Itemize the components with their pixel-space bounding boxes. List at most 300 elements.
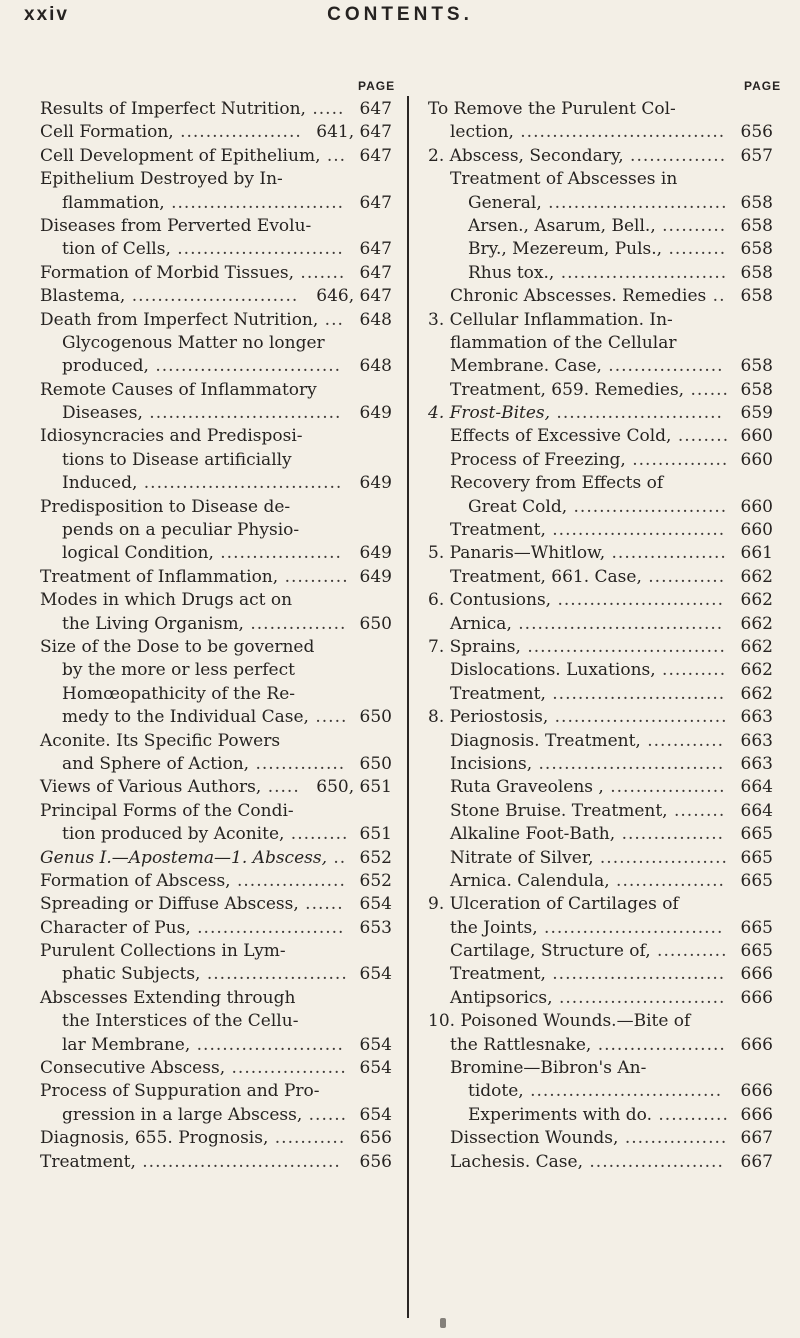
entry-text: Death from Imperfect Nutrition, — [40, 309, 319, 330]
leader-dots: ........... — [268, 1128, 346, 1149]
entry-text: Cartilage, Structure of, — [450, 941, 651, 962]
entry-text: 2. Abscess, Secondary, — [428, 145, 624, 166]
ink-speck — [440, 1318, 446, 1328]
entry-text: Process of Freezing, — [450, 449, 626, 470]
leader-dots: ..................... — [582, 1151, 724, 1172]
toc-entry-line — [428, 285, 773, 308]
running-header — [0, 4, 800, 30]
toc-entry-line — [40, 753, 392, 776]
page-reference: 647 — [359, 239, 392, 260]
leader-dots: ....................... — [190, 917, 345, 938]
entry-text: 10. Poisoned Wounds.—Bite of — [428, 1011, 691, 1032]
page-reference: 658 — [740, 286, 773, 307]
page-reference: 654 — [359, 1104, 392, 1125]
page-reference: 658 — [740, 215, 773, 236]
leader-dots: ............................... — [135, 1151, 341, 1172]
leader-dots: .............................. — [523, 1081, 723, 1102]
leader-dots: .......................... — [170, 239, 344, 260]
entry-text: Treatment, 661. Case, — [450, 566, 642, 587]
leader-dots: ........................... — [548, 707, 728, 728]
leader-dots: ..... — [261, 777, 300, 798]
page-reference: 654 — [359, 1034, 392, 1055]
entry-text: Homœopathicity of the Re- — [62, 683, 296, 704]
page-reference: 667 — [740, 1151, 773, 1172]
entry-text: Aconite. Its Specific Powers — [40, 730, 281, 751]
entry-text: Diseases from Perverted Evolu- — [40, 215, 312, 236]
toc-entry-line — [40, 1127, 392, 1150]
page-reference: 653 — [359, 917, 392, 938]
entry-text: Arsen., Asarum, Bell., — [468, 215, 656, 236]
toc-entry-line — [428, 542, 773, 565]
entry-text: tion of Cells, — [62, 239, 171, 260]
page-reference: 656 — [359, 1128, 392, 1149]
entry-text: Treatment, — [450, 964, 546, 985]
toc-entry-line — [40, 636, 392, 659]
page-reference: 650, 651 — [316, 777, 392, 798]
toc-entry-line — [428, 893, 773, 916]
entry-text: Dissection Wounds, — [450, 1128, 619, 1149]
leader-dots: ........ — [667, 800, 726, 821]
entry-text: the Living Organism, — [62, 613, 244, 634]
toc-entry-line — [40, 613, 392, 636]
page-reference: 661 — [740, 543, 773, 564]
entry-text: Formation of Morbid Tissues, — [40, 262, 295, 283]
toc-entry-line — [428, 1080, 773, 1103]
toc-entry-line — [40, 449, 392, 472]
left-entry-list — [40, 98, 392, 1174]
toc-entry-line — [428, 730, 773, 753]
page-reference: 666 — [740, 964, 773, 985]
toc-entry-line — [428, 940, 773, 963]
page-reference: 658 — [740, 262, 773, 283]
page-reference: 663 — [740, 707, 773, 728]
page-title: CONTENTS. — [327, 4, 473, 25]
toc-entry-line — [40, 1057, 392, 1080]
page-reference: 660 — [740, 449, 773, 470]
page-reference: 660 — [740, 520, 773, 541]
page-reference: 652 — [359, 870, 392, 891]
entry-text: and Sphere of Action, — [62, 753, 250, 774]
leader-dots: ....... — [294, 262, 346, 283]
entry-text: Alkaline Foot-Bath, — [450, 824, 616, 845]
toc-entry-line — [40, 402, 392, 425]
entry-text: Blastema, — [40, 286, 126, 307]
entry-text: Treatment of Inflammation, — [40, 566, 279, 587]
entry-text: Treatment of Abscesses in — [450, 169, 678, 190]
leader-dots: .......................... — [125, 286, 299, 307]
entry-text: Idiosyncracies and Predisposi- — [40, 426, 303, 447]
toc-entry-line — [428, 472, 773, 495]
page-reference: 658 — [740, 379, 773, 400]
page-reference: 666 — [740, 1104, 773, 1125]
entry-text: 5. Panaris—Whitlow, — [428, 543, 606, 564]
toc-entry-line — [40, 847, 392, 870]
page-number: xxiv — [24, 4, 69, 25]
toc-entry-line — [40, 542, 392, 565]
toc-entry-line — [428, 192, 773, 215]
toc-entry-line — [428, 870, 773, 893]
entry-text: Lachesis. Case, — [450, 1151, 583, 1172]
toc-entry-line — [40, 355, 392, 378]
toc-entry-line — [428, 1057, 773, 1080]
toc-entry-line — [40, 776, 392, 799]
toc-entry-line — [428, 706, 773, 729]
entry-text: Spreading or Diffuse Abscess, — [40, 894, 299, 915]
page-reference: 666 — [740, 1081, 773, 1102]
page-reference: 650 — [359, 707, 392, 728]
page-reference: 654 — [359, 894, 392, 915]
page-reference: 658 — [740, 356, 773, 377]
leader-dots: ...... — [298, 894, 344, 915]
leader-dots: ......... — [284, 824, 349, 845]
leader-dots: ............... — [243, 613, 347, 634]
toc-entry-line — [40, 98, 392, 121]
toc-entry-line — [428, 98, 773, 121]
toc-entry-line — [40, 706, 392, 729]
leader-dots: ........ — [671, 426, 730, 447]
toc-entry-line — [428, 425, 773, 448]
leader-dots: ............................... — [137, 473, 343, 494]
toc-entry-line — [428, 917, 773, 940]
entry-text: the Rattlesnake, — [450, 1034, 592, 1055]
page-reference: 656 — [740, 122, 773, 143]
page-reference: 663 — [740, 753, 773, 774]
toc-entry-line — [428, 753, 773, 776]
entry-text: Results of Imperfect Nutrition, — [40, 99, 306, 119]
page-reference: 647 — [359, 192, 392, 213]
entry-text: Effects of Excessive Cold, — [450, 426, 672, 447]
page-reference: 660 — [740, 496, 773, 517]
page-reference: 648 — [359, 309, 392, 330]
toc-entry-line — [40, 332, 392, 355]
leader-dots: ............................ — [541, 192, 728, 213]
leader-dots: ........... — [652, 1104, 729, 1125]
entry-text: Epithelium Destroyed by In- — [40, 169, 283, 190]
toc-entry-line — [40, 566, 392, 589]
leader-dots: ................ — [618, 1128, 728, 1149]
leader-dots: ............................. — [532, 753, 725, 774]
page-reference: 665 — [740, 870, 773, 891]
toc-entry-line — [40, 145, 392, 168]
page-reference: 658 — [740, 239, 773, 260]
toc-entry-line — [428, 823, 773, 846]
entry-text: medy to the Individual Case, — [62, 707, 309, 728]
entry-text: 7. Sprains, — [428, 636, 521, 657]
page-reference: 647 — [359, 145, 392, 166]
toc-entry-line — [40, 1104, 392, 1127]
toc-entry-line — [40, 379, 392, 402]
page-reference: 663 — [740, 730, 773, 751]
entry-text: Treatment, 659. Remedies, — [450, 379, 685, 400]
page-reference: 662 — [740, 590, 773, 611]
entry-text: lar Membrane, — [62, 1034, 191, 1055]
entry-text: Consecutive Abscess, — [40, 1058, 226, 1079]
entry-text: 6. Contusions, — [428, 590, 552, 611]
toc-entry-line — [40, 262, 392, 285]
toc-entry-line — [428, 800, 773, 823]
entry-text: produced, — [62, 356, 149, 377]
leader-dots: ................. — [609, 870, 725, 891]
toc-entry-line — [40, 800, 392, 823]
leader-dots: .............. — [249, 753, 346, 774]
toc-entry-line — [40, 238, 392, 261]
leader-dots: ................ — [615, 824, 725, 845]
toc-entry-line — [40, 215, 392, 238]
entry-text: To Remove the Purulent Col- — [428, 99, 676, 119]
entry-text: Chronic Abscesses. Remedies — [450, 286, 707, 307]
entry-text: Formation of Abscess, — [40, 870, 231, 891]
entry-text: Bromine—Bibron's An- — [450, 1058, 647, 1079]
toc-entry-line — [40, 1080, 392, 1103]
toc-entry-line — [428, 121, 773, 144]
leader-dots: ................................ — [513, 122, 726, 143]
entry-text: Treatment, — [450, 520, 546, 541]
toc-entry-line — [40, 168, 392, 191]
leader-dots: ............ — [640, 730, 725, 751]
toc-entry-line — [428, 402, 773, 425]
entry-text: Arnica, — [450, 613, 512, 634]
entry-text: Views of Various Authors, — [40, 777, 262, 798]
page-reference: 641, 647 — [316, 122, 392, 143]
page-reference: 649 — [359, 543, 392, 564]
page-reference: 650 — [359, 613, 392, 634]
toc-entry-line — [428, 168, 773, 191]
toc-entry-line — [428, 519, 773, 542]
page-reference: 647 — [359, 99, 392, 119]
entry-text: Predisposition to Disease de- — [40, 496, 291, 517]
entry-text: flammation of the Cellular — [450, 332, 677, 353]
toc-entry-line — [40, 1151, 392, 1174]
entry-text: Incisions, — [450, 753, 533, 774]
entry-text: Cell Development of Epithelium, — [40, 145, 321, 166]
entry-text: Process of Suppuration and Pro- — [40, 1081, 320, 1102]
entry-text: Treatment, — [40, 1151, 136, 1172]
entry-text: Purulent Collections in Lym- — [40, 941, 286, 962]
leader-dots: .............................. — [142, 403, 342, 424]
toc-entry-line — [40, 659, 392, 682]
page-reference: 651 — [359, 824, 392, 845]
leader-dots: ................... — [173, 122, 302, 143]
right-column-page-label: PAGE — [744, 79, 782, 93]
entry-text: Cell Formation, — [40, 122, 174, 143]
leader-dots: ...... — [302, 1104, 348, 1125]
toc-entry-line — [40, 472, 392, 495]
entry-text: 3. Cellular Inflammation. In- — [428, 309, 673, 330]
toc-entry-line — [40, 870, 392, 893]
page-reference: 646, 647 — [316, 286, 392, 307]
page-reference: 662 — [740, 566, 773, 587]
entry-text: the Interstices of the Cellu- — [62, 1011, 299, 1032]
leader-dots: ..... — [305, 99, 345, 119]
leader-dots: ............... — [623, 145, 727, 166]
entry-text: Arnica. Calendula, — [450, 870, 610, 891]
leader-dots: ............ — [641, 566, 726, 587]
leader-dots: .......... — [655, 660, 727, 681]
page-reference: 667 — [740, 1128, 773, 1149]
leader-dots: .................. — [605, 543, 727, 564]
entry-text: General, — [468, 192, 542, 213]
toc-entry-line — [428, 683, 773, 706]
leader-dots: .......... — [278, 566, 349, 587]
leader-dots: ........................... — [545, 964, 726, 985]
leader-dots: .. — [706, 286, 726, 307]
leader-dots: ............................... — [520, 636, 726, 657]
toc-entry-line — [428, 963, 773, 986]
toc-entry-line — [428, 636, 773, 659]
entry-text: pends on a peculiar Physio- — [62, 520, 300, 541]
toc-entry-line — [40, 987, 392, 1010]
entry-text: Modes in which Drugs act on — [40, 590, 293, 611]
toc-entry-line — [40, 519, 392, 542]
toc-entry-line — [40, 192, 392, 215]
toc-entry-line — [428, 379, 773, 402]
toc-entry-line — [40, 1034, 392, 1057]
entry-text: Remote Causes of Inflammatory — [40, 379, 317, 400]
entry-text: logical Condition, — [62, 543, 214, 564]
leader-dots: .................. — [603, 777, 726, 798]
page-reference: 650 — [359, 753, 392, 774]
leader-dots: ................. — [230, 870, 346, 891]
toc-entry-line — [40, 285, 392, 308]
entry-text: tidote, — [468, 1081, 524, 1102]
page-reference: 665 — [740, 847, 773, 868]
leader-dots: ........................... — [545, 683, 726, 704]
toc-entry-line — [428, 613, 773, 636]
page-reference: 649 — [359, 403, 392, 424]
leader-dots: ........................ — [567, 496, 728, 517]
entry-text: Size of the Dose to be governed — [40, 636, 315, 657]
page-reference: 660 — [740, 426, 773, 447]
page-reference: 656 — [359, 1151, 392, 1172]
entry-text: Glycogenous Matter no longer — [62, 332, 325, 353]
entry-text: the Joints, — [450, 917, 538, 938]
page-reference: 647 — [359, 262, 392, 283]
toc-entry-line — [428, 215, 773, 238]
toc-entry-line — [40, 121, 392, 144]
entry-text: Antipsorics, — [450, 987, 553, 1008]
leader-dots: ..... — [308, 707, 348, 728]
entry-text: lection, — [450, 122, 514, 143]
leader-dots: ........... — [650, 941, 728, 962]
page-reference: 662 — [740, 683, 773, 704]
toc-entry-line — [40, 917, 392, 940]
leader-dots: ...... — [684, 379, 729, 400]
column-divider — [407, 96, 409, 1318]
entry-text: Diseases, — [62, 403, 143, 424]
leader-dots: ...................... — [200, 964, 348, 985]
page-reference: 657 — [740, 145, 773, 166]
leader-dots: ............................ — [537, 917, 724, 938]
toc-entry-line — [40, 496, 392, 519]
page-reference: 666 — [740, 987, 773, 1008]
entry-text: tion produced by Aconite, — [62, 824, 285, 845]
entry-text: Recovery from Effects of — [450, 473, 664, 494]
toc-entry-line — [40, 425, 392, 448]
toc-entry-line — [428, 1127, 773, 1150]
toc-entry-line — [428, 496, 773, 519]
entry-text: Principal Forms of the Condi- — [40, 800, 294, 821]
entry-text: phatic Subjects, — [62, 964, 201, 985]
entry-text: Experiments with do. — [468, 1104, 652, 1125]
entry-text: 9. Ulceration of Cartilages of — [428, 894, 679, 915]
page-reference: 665 — [740, 824, 773, 845]
page-reference: 662 — [740, 660, 773, 681]
page-reference: 658 — [740, 192, 773, 213]
entry-text: flammation, — [62, 192, 165, 213]
toc-entry-line — [40, 683, 392, 706]
leader-dots: .. — [327, 847, 347, 868]
leader-dots: ... — [318, 309, 344, 330]
leader-dots: ................... — [213, 543, 342, 564]
toc-entry-line — [428, 355, 773, 378]
entry-text: by the more or less perfect — [62, 660, 295, 681]
toc-entry-line — [428, 987, 773, 1010]
toc-entry-line — [428, 238, 773, 261]
toc-entry-line — [428, 1034, 773, 1057]
entry-text: 8. Periostosis, — [428, 707, 549, 728]
toc-entry-line — [428, 309, 773, 332]
toc-entry-line — [428, 659, 773, 682]
toc-entry-line — [428, 1010, 773, 1033]
page-reference: 662 — [740, 613, 773, 634]
leader-dots: .......................... — [551, 590, 724, 611]
toc-entry-line — [428, 332, 773, 355]
page-reference: 664 — [740, 800, 773, 821]
leader-dots: .......................... — [554, 262, 728, 283]
leader-dots: .......... — [655, 215, 727, 236]
right-entry-list — [428, 98, 773, 1174]
leader-dots: ............................. — [148, 356, 342, 377]
entry-text: Treatment, — [450, 683, 546, 704]
entry-text: tions to Disease artificially — [62, 449, 292, 470]
entry-text: Diagnosis, 655. Prognosis, — [40, 1128, 269, 1149]
toc-entry-line — [40, 309, 392, 332]
entry-text: Ruta Graveolens , — [450, 777, 604, 798]
toc-entry-line — [40, 1010, 392, 1033]
toc-entry-line — [428, 589, 773, 612]
leader-dots: ....................... — [190, 1034, 344, 1055]
leader-dots: .......................... — [552, 987, 726, 1008]
entry-text: Genus I.—Apostema—1. Abscess, — [40, 847, 327, 868]
page-reference: 648 — [359, 356, 392, 377]
entry-text: Character of Pus, — [40, 917, 191, 938]
entry-text: Nitrate of Silver, — [450, 847, 594, 868]
toc-entry-line — [428, 145, 773, 168]
entry-text: Stone Bruise. Treatment, — [450, 800, 668, 821]
toc-entry-line — [428, 262, 773, 285]
entry-text: Induced, — [62, 473, 138, 494]
toc-entry-line — [428, 566, 773, 589]
left-column-page-label: PAGE — [358, 79, 396, 93]
entry-text: 4. Frost-Bites, — [428, 403, 551, 424]
leader-dots: ........................... — [545, 520, 726, 541]
toc-entry-line — [40, 940, 392, 963]
leader-dots: ............... — [625, 449, 729, 470]
toc-entry-line — [428, 847, 773, 870]
toc-entry-line — [40, 589, 392, 612]
leader-dots: ................................ — [511, 613, 724, 634]
entry-text: Abscesses Extending through — [40, 987, 296, 1008]
page-reference: 665 — [740, 917, 773, 938]
leader-dots: .................. — [225, 1058, 347, 1079]
page-reference: 659 — [740, 403, 773, 424]
leader-dots: ... — [320, 145, 347, 166]
toc-entry-line — [428, 1151, 773, 1174]
toc-entry-line — [40, 823, 392, 846]
page-reference: 649 — [359, 566, 392, 587]
toc-entry-line — [40, 730, 392, 753]
page-reference: 665 — [740, 941, 773, 962]
